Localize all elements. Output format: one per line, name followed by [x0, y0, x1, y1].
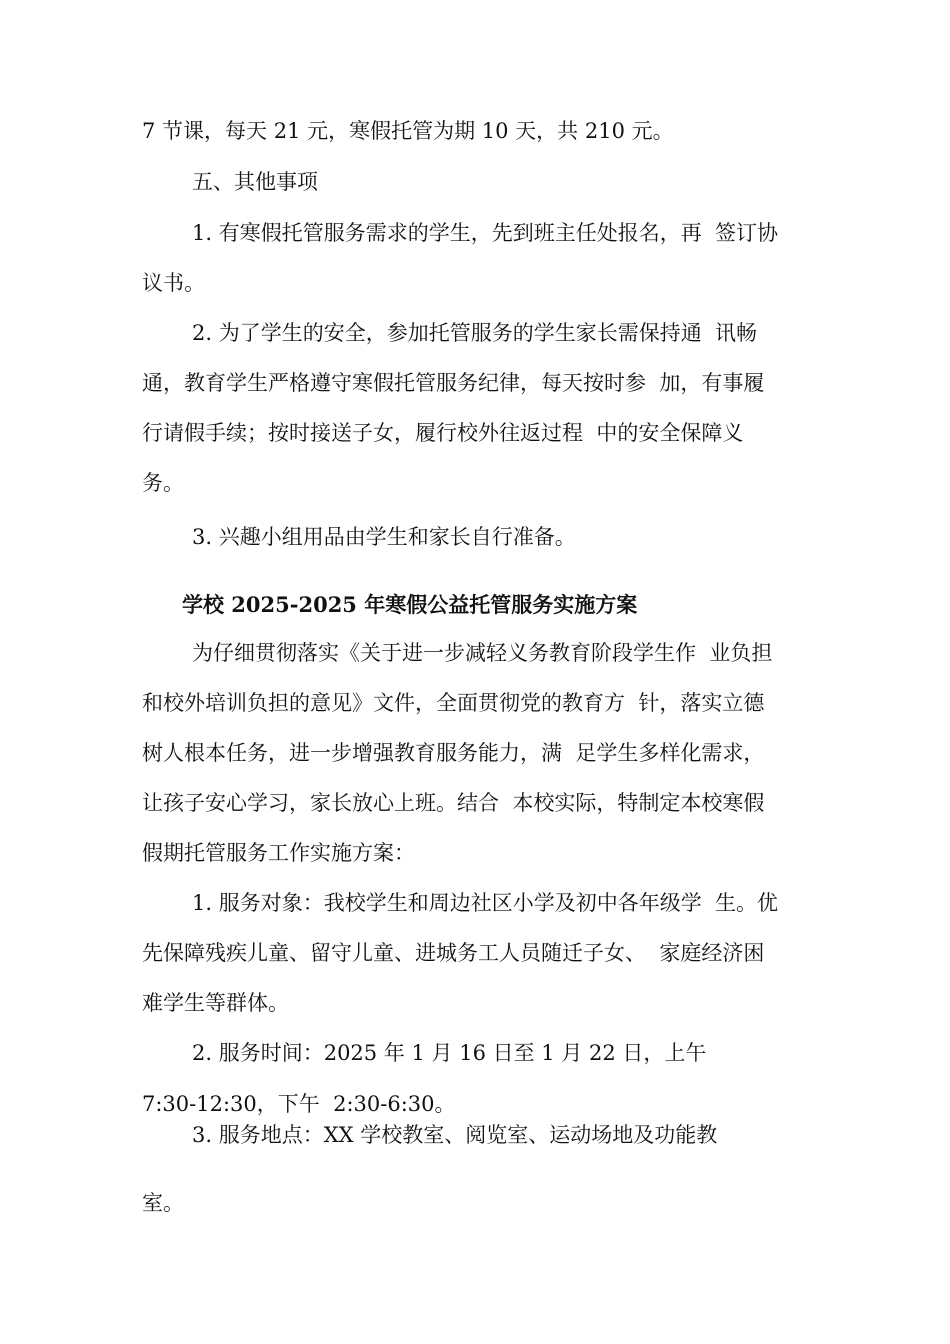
- item-2-line-1: 2. 为了学生的安全，参加托管服务的学生家长需保持通 讯畅: [192, 321, 758, 345]
- intro-line-2: 和校外培训负担的意见》文件，全面贯彻党的教育方 针，落实立德: [142, 691, 765, 715]
- fee-line: 7 节课，每天 21 元，寒假托管为期 10 天，共 210 元。: [142, 119, 674, 143]
- service-time-line-1: 2. 服务时间：2025 年 1 月 16 日至 1 月 22 日，上午: [192, 1041, 707, 1065]
- service-target-line-2: 先保障残疾儿童、留守儿童、进城务工人员随迁子女、 家庭经济困: [142, 941, 765, 965]
- item-2-line-4: 务。: [142, 471, 184, 495]
- service-time-line-2: 7:30-12:30，下午 2:30-6:30。: [142, 1092, 456, 1116]
- plan-title: 学校 2025-2025 年寒假公益托管服务实施方案: [182, 592, 638, 617]
- intro-line-4: 让孩子安心学习，家长放心上班。结合 本校实际，特制定本校寒假: [142, 791, 765, 815]
- section-heading-other-matters: 五、其他事项: [192, 170, 318, 194]
- service-target-line-1: 1. 服务对象：我校学生和周边社区小学及初中各年级学 生。优: [192, 891, 779, 915]
- service-location-line-1: 3. 服务地点：XX 学校教室、阅览室、运动场地及功能教: [192, 1123, 718, 1147]
- intro-line-1: 为仔细贯彻落实《关于进一步减轻义务教育阶段学生作 业负担: [192, 641, 773, 665]
- item-1-line-2: 议书。: [142, 271, 205, 295]
- item-2-line-3: 行请假手续；按时接送子女，履行校外往返过程 中的安全保障义: [142, 421, 744, 445]
- item-1-line-1: 1. 有寒假托管服务需求的学生，先到班主任处报名，再 签订协: [192, 221, 779, 245]
- item-3-line-1: 3. 兴趣小组用品由学生和家长自行准备。: [192, 525, 576, 549]
- intro-line-5: 假期托管服务工作实施方案：: [142, 841, 415, 865]
- service-location-line-2: 室。: [142, 1191, 184, 1215]
- item-2-line-2: 通，教育学生严格遵守寒假托管服务纪律，每天按时参 加，有事履: [142, 371, 765, 395]
- intro-line-3: 树人根本任务，进一步增强教育服务能力，满 足学生多样化需求，: [142, 741, 765, 765]
- service-target-line-3: 难学生等群体。: [142, 991, 289, 1015]
